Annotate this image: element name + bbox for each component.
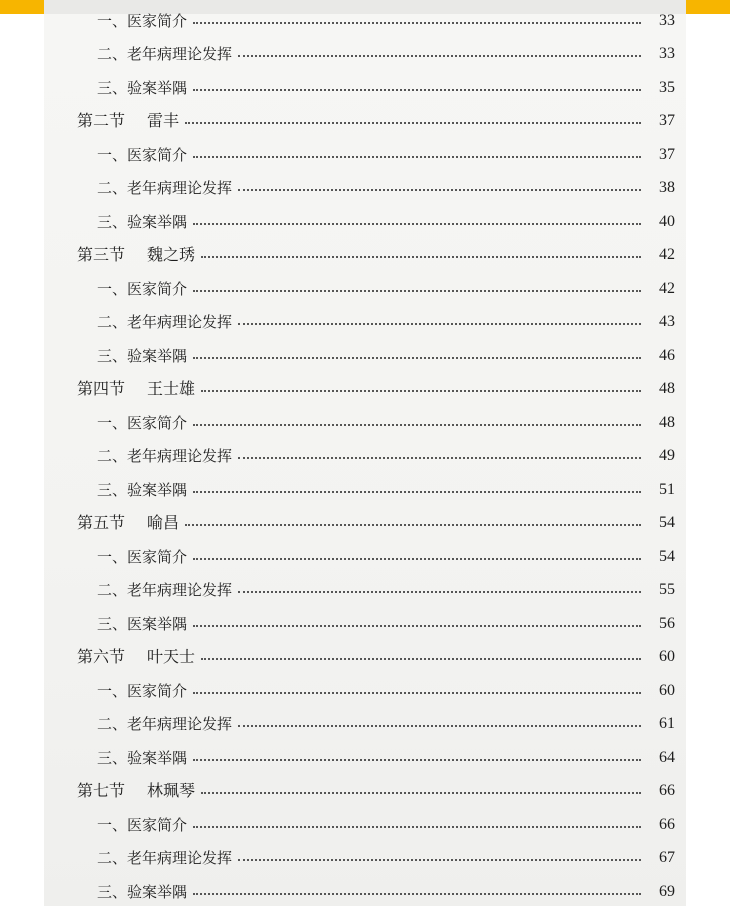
toc-page-number: 43	[659, 313, 675, 331]
toc-entry-label: 一、医家简介	[97, 681, 188, 700]
toc-entry-row[interactable]	[77, 406, 675, 440]
toc-section-name: 喻昌	[147, 513, 180, 533]
toc-entry-row[interactable]	[77, 708, 675, 742]
toc-page-number: 66	[659, 782, 675, 800]
toc-page-number: 51	[659, 480, 675, 498]
toc-section-row[interactable]	[77, 507, 675, 541]
toc-page-number: 40	[659, 212, 675, 230]
toc-entry-label: 二、老年病理论发挥	[97, 179, 233, 198]
toc-page-number: 60	[659, 648, 675, 666]
toc-entry-row[interactable]	[77, 607, 675, 641]
toc-entry-row[interactable]	[77, 440, 675, 474]
toc-section-label	[77, 647, 195, 667]
toc-section-number: 第七节	[77, 781, 126, 801]
toc-page-number: 42	[659, 246, 675, 264]
toc-section-row[interactable]	[77, 105, 675, 139]
toc-entry-label: 三、验案举隅	[97, 882, 188, 901]
table-of-contents	[77, 4, 675, 909]
toc-section-row[interactable]	[77, 775, 675, 809]
toc-entry-label: 三、验案举隅	[97, 748, 188, 767]
toc-entry-row[interactable]	[77, 842, 675, 876]
dot-leader	[193, 491, 641, 493]
toc-page-number: 60	[659, 681, 675, 699]
dot-leader	[238, 591, 641, 593]
toc-entry-row[interactable]	[77, 540, 675, 574]
dot-leader	[193, 692, 641, 694]
dot-leader	[193, 893, 641, 895]
toc-section-number: 第五节	[77, 513, 126, 533]
toc-section-number: 第四节	[77, 379, 126, 399]
dot-leader	[201, 390, 641, 392]
toc-entry-row[interactable]	[77, 138, 675, 172]
toc-entry-label: 三、验案举隅	[97, 346, 188, 365]
toc-entry-row[interactable]	[77, 808, 675, 842]
dot-leader	[238, 725, 641, 727]
toc-entry-label: 一、医家简介	[97, 11, 188, 30]
toc-section-label	[77, 245, 195, 265]
toc-entry-label: 一、医家简介	[97, 145, 188, 164]
toc-page-number: 61	[659, 715, 675, 733]
dot-leader	[238, 55, 641, 57]
toc-entry-label: 三、验案举隅	[97, 212, 188, 231]
toc-entry-row[interactable]	[77, 4, 675, 38]
toc-section-label	[77, 111, 179, 131]
toc-page-number: 33	[659, 11, 675, 29]
toc-section-name: 王士雄	[147, 379, 196, 399]
toc-page-number: 33	[659, 45, 675, 63]
toc-section-name: 雷丰	[147, 111, 180, 131]
toc-page-number: 48	[659, 380, 675, 398]
toc-entry-row[interactable]	[77, 674, 675, 708]
toc-entry-label: 二、老年病理论发挥	[97, 313, 233, 332]
toc-page-number: 48	[659, 413, 675, 431]
corner-accent-right	[686, 0, 730, 14]
toc-section-row[interactable]	[77, 373, 675, 407]
toc-entry-label: 二、老年病理论发挥	[97, 715, 233, 734]
toc-section-label	[77, 781, 195, 801]
dot-leader	[193, 89, 641, 91]
dot-leader	[238, 859, 641, 861]
toc-entry-row[interactable]	[77, 38, 675, 72]
toc-entry-row[interactable]	[77, 205, 675, 239]
dot-leader	[201, 658, 641, 660]
toc-section-label	[77, 379, 195, 399]
toc-section-number: 第六节	[77, 647, 126, 667]
toc-entry-label: 二、老年病理论发挥	[97, 581, 233, 600]
toc-entry-row[interactable]	[77, 741, 675, 775]
toc-page-number: 46	[659, 346, 675, 364]
toc-entry-row[interactable]	[77, 306, 675, 340]
toc-entry-row[interactable]	[77, 473, 675, 507]
dot-leader	[185, 524, 641, 526]
toc-entry-label: 二、老年病理论发挥	[97, 45, 233, 64]
dot-leader	[193, 156, 641, 158]
toc-entry-label: 一、医家简介	[97, 815, 188, 834]
toc-section-number: 第三节	[77, 245, 126, 265]
toc-page-number: 37	[659, 112, 675, 130]
dot-leader	[201, 256, 641, 258]
dot-leader	[193, 424, 641, 426]
toc-page-number: 54	[659, 547, 675, 565]
toc-entry-label: 三、医案举隅	[97, 614, 188, 633]
toc-page-number: 54	[659, 514, 675, 532]
toc-entry-label: 三、验案举隅	[97, 480, 188, 499]
toc-section-number: 第二节	[77, 111, 126, 131]
toc-section-name: 叶天士	[147, 647, 196, 667]
dot-leader	[193, 22, 641, 24]
toc-section-name: 林珮琴	[147, 781, 196, 801]
toc-entry-row[interactable]	[77, 574, 675, 608]
toc-entry-label: 一、医家简介	[97, 547, 188, 566]
dot-leader	[193, 759, 641, 761]
dot-leader	[238, 189, 641, 191]
dot-leader	[201, 792, 641, 794]
toc-entry-label: 三、验案举隅	[97, 78, 188, 97]
toc-section-label	[77, 513, 179, 533]
toc-entry-row[interactable]	[77, 172, 675, 206]
toc-entry-row[interactable]	[77, 272, 675, 306]
toc-page-number: 42	[659, 279, 675, 297]
toc-entry-label: 二、老年病理论发挥	[97, 849, 233, 868]
toc-page-number: 38	[659, 179, 675, 197]
toc-entry-row[interactable]	[77, 71, 675, 105]
dot-leader	[193, 826, 641, 828]
dot-leader	[193, 223, 641, 225]
dot-leader	[238, 457, 641, 459]
dot-leader	[193, 625, 641, 627]
toc-entry-label: 一、医家简介	[97, 413, 188, 432]
toc-page-number: 66	[659, 815, 675, 833]
dot-leader	[193, 558, 641, 560]
toc-page-number: 67	[659, 849, 675, 867]
toc-entry-row[interactable]	[77, 875, 675, 909]
toc-page-number: 56	[659, 614, 675, 632]
dot-leader	[185, 122, 641, 124]
toc-entry-label: 二、老年病理论发挥	[97, 447, 233, 466]
toc-section-row[interactable]	[77, 641, 675, 675]
toc-entry-label: 一、医家简介	[97, 279, 188, 298]
toc-page-number: 37	[659, 145, 675, 163]
toc-page-number: 35	[659, 78, 675, 96]
toc-page-number: 49	[659, 447, 675, 465]
dot-leader	[193, 290, 641, 292]
dot-leader	[193, 357, 641, 359]
dot-leader	[238, 323, 641, 325]
toc-entry-row[interactable]	[77, 339, 675, 373]
toc-section-name: 魏之琇	[147, 245, 196, 265]
toc-page-number: 64	[659, 748, 675, 766]
toc-section-row[interactable]	[77, 239, 675, 273]
toc-page-number: 69	[659, 882, 675, 900]
document-page	[44, 0, 686, 906]
toc-page-number: 55	[659, 581, 675, 599]
corner-accent-left	[0, 0, 44, 14]
